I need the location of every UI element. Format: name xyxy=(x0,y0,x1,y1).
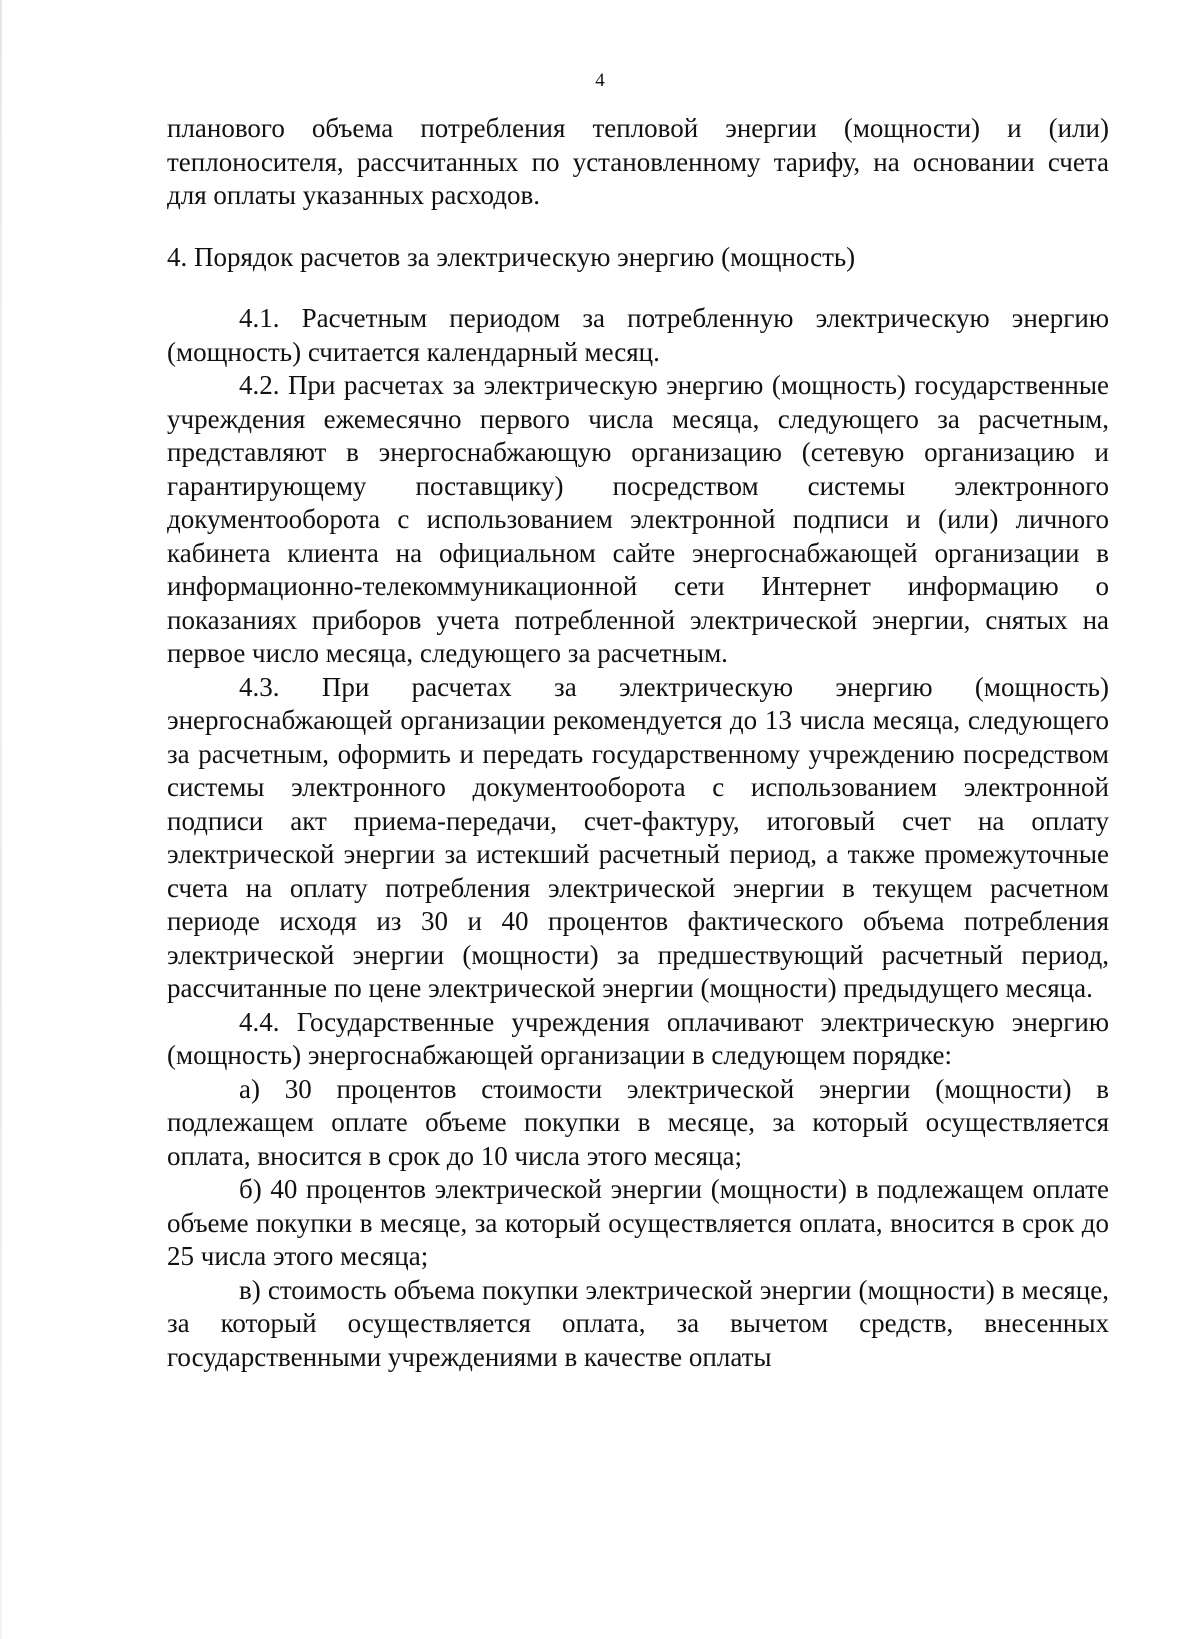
paragraph-4-3: 4.3. При расчетах за электрическую энергию (мощность) энергоснабжающей организации рекомендуется до 13 числа месяца, следующего за расчетным, оформить и передать государственному учреждению посредством системы электронного документооборота с использованием электронной подписи акт приема-передачи, счет-фактуру, итоговый счет на оплату электрической энергии за истекший расчетный период, а также промежуточные счета на оплату потребления электрической энергии в текущем расчетном периоде исходя из 30 и 40 процентов фактического объема потребления электрической энергии (мощности) за предшествующий расчетный период, рассчитанные по цене электрической энергии (мощности) предыдущего месяца. xyxy=(167,671,1109,1003)
document-body xyxy=(167,112,1109,1374)
page-number: 4 xyxy=(595,70,605,91)
section-heading: 4. Порядок расчетов за электрическую энергию (мощность) xyxy=(167,241,856,272)
paragraph-continuation: планового объема потребления тепловой энергии (мощности) и (или) теплоносителя, рассчитанных по установленному тарифу, на основании счета для оплаты указанных расходов. xyxy=(167,113,1109,210)
paragraph-4-2: 4.2. При расчетах за электрическую энергию (мощность) государственные учреждения ежемесячно первого числа месяца, следующего за расчетным, представляют в энергоснабжающую организацию (сетевую организацию и гарантирующему поставщику) посредством системы электронного документооборота с использованием электронной подписи и (или) личного кабинета клиента на официальном сайте энергоснабжающей организации в информационно-телекоммуникационной сети Интернет информацию о показаниях приборов учета потребленной электрической энергии, снятых на первое число месяца, следующего за расчетным. xyxy=(167,370,1109,668)
scan-edge xyxy=(0,0,2,1639)
paragraph-item-b: б) 40 процентов электрической энергии (мощности) в подлежащем оплате объеме покупки в месяце, за который осуществляется оплата, вносится в срок до 25 числа этого месяца; xyxy=(167,1174,1109,1271)
paragraph-item-a: а) 30 процентов стоимости электрической энергии (мощности) в подлежащем оплате объеме покупки в месяце, за который осуществляется оплата, вносится в срок до 10 числа этого месяца; xyxy=(167,1073,1109,1171)
paragraph-4-4: 4.4. Государственные учреждения оплачивают электрическую энергию (мощность) энергоснабжающей организации в следующем порядке: xyxy=(167,1006,1109,1070)
paragraph-4-1: 4.1. Расчетным периодом за потребленную электрическую энергию (мощность) считается календарный месяц. xyxy=(167,303,1109,367)
paragraph-item-v: в) стоимость объема покупки электрической энергии (мощности) в месяце, за который осуществляется оплата, за вычетом средств, внесенных государственными учреждениями в качестве оплаты xyxy=(167,1274,1109,1372)
